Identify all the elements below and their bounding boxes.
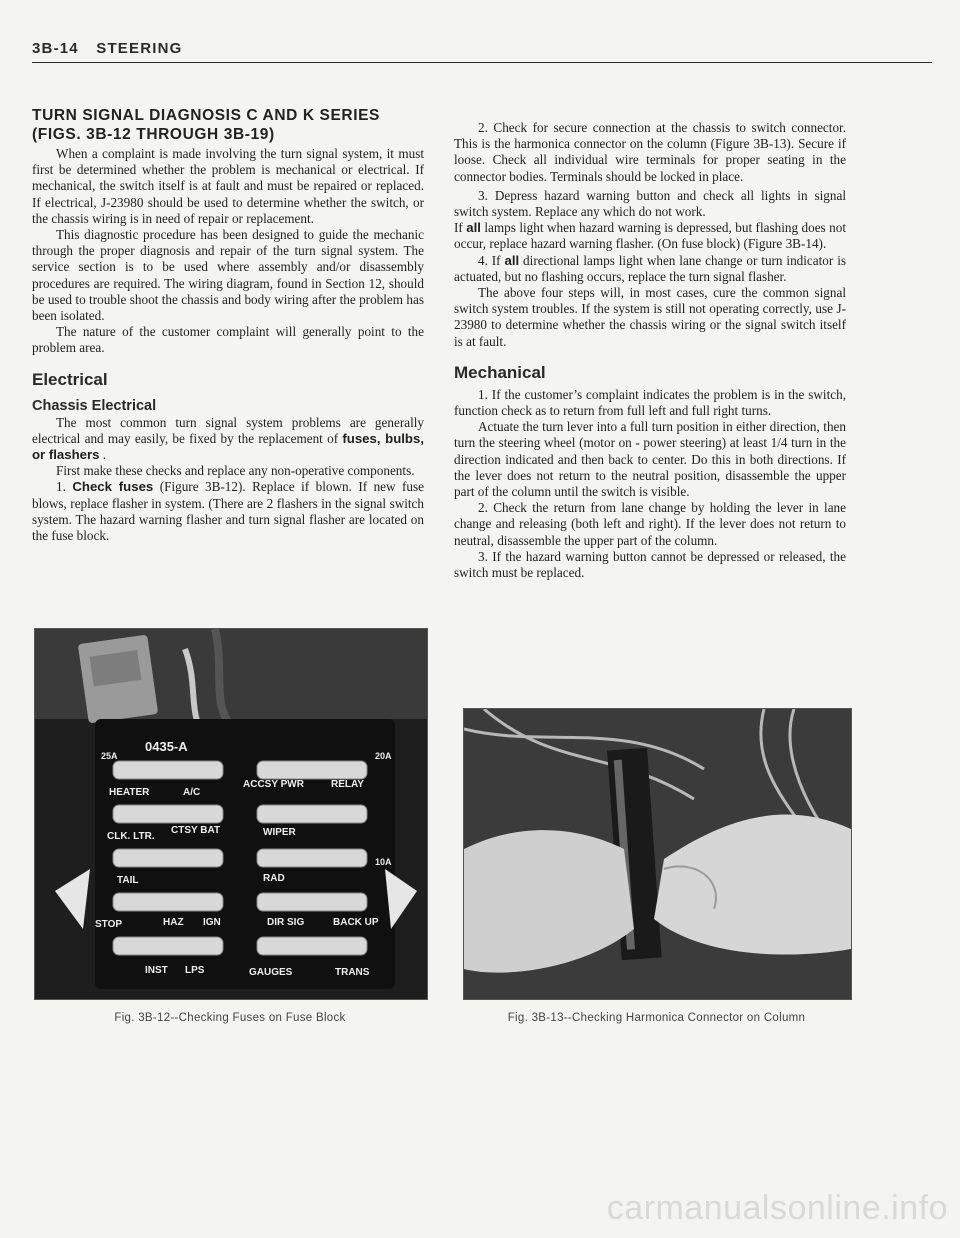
- label-amp: 25A: [101, 751, 118, 761]
- paragraph: First make these checks and replace any non-operative components.: [56, 463, 415, 479]
- label-ac: A/C: [183, 787, 201, 798]
- emphasis: all: [466, 220, 481, 236]
- paragraph: Actuate the turn lever into a full turn position in either direction, then turn the steering wheel (motor on - power steering) at least 1/4 turn in the direction indicated and then back to center. Do this in both directions. If the lever does not return to the neutral position, disassemble the upper part of the column until the switch is visible.: [454, 419, 846, 500]
- fuse: [257, 849, 367, 867]
- paragraph: 2. Check the return from lane change by holding the lever in lane change and releasing (both left and right). If the lever does not return to neutral, disassemble the upper part of the column.: [454, 500, 846, 548]
- label-wiper: WIPER: [263, 827, 296, 838]
- emphasis: fuses, bulbs, or flashers: [32, 430, 424, 463]
- label-dir-sig: DIR SIG: [267, 917, 305, 928]
- text-run: The most common turn signal system problems are generally electrical and may easily, be fixed by the replacement of: [32, 414, 424, 446]
- label-ign: IGN: [203, 917, 221, 928]
- paragraph: 3. If the hazard warning button cannot be depressed or released, the switch must be replaced.: [454, 548, 846, 581]
- flasher-code-label: 0435-A: [145, 739, 188, 754]
- label-heater: HEATER: [109, 787, 150, 798]
- paragraph: [32, 415, 424, 464]
- heading-electrical: Electrical: [32, 369, 108, 389]
- text-run: (Figure 3B-12). Replace if blown. If new fuse blows, replace flasher in system. (There are 2 flashers in the signal switch system. The hazard warning flasher and turn signal flasher are located on the fuse block.: [32, 479, 425, 544]
- label-rad: RAD: [263, 873, 285, 884]
- fuse: [257, 761, 367, 779]
- label-ctsy-bat: CTSY BAT: [171, 825, 221, 836]
- label-amp: 20A: [375, 751, 392, 761]
- paragraph: [454, 253, 846, 285]
- fuse: [257, 937, 367, 955]
- right-column: [454, 120, 846, 581]
- label-lps: LPS: [185, 965, 205, 976]
- harmonica-connector-illustration: [464, 709, 851, 999]
- fuse-block-illustration: [35, 629, 427, 999]
- paragraph: 1. If the customer’s complaint indicates the problem is in the switch, function check as to return from full left and full right turns.: [454, 386, 846, 419]
- label-tail: TAIL: [117, 875, 139, 886]
- heading-mechanical: Mechanical: [454, 362, 546, 382]
- label-clk-ltr: CLK. LTR.: [107, 831, 155, 842]
- paragraph: 2. Check for secure connection at the chassis to switch connector. This is the harmonica connector on the column (Figure 3B-13). Secure if loose. Check all individual wire terminals for proper seating in the connector bodies. Terminals should be locked in place.: [454, 120, 846, 184]
- paragraph: [454, 220, 846, 252]
- heading-chassis-electrical: Chassis Electrical: [32, 397, 157, 414]
- fuse: [257, 805, 367, 823]
- text-run: If: [454, 220, 467, 236]
- label-haz: HAZ: [163, 917, 184, 928]
- harmonica-connector-photo: [463, 708, 852, 1000]
- fuse-block-photo: [34, 628, 428, 1000]
- running-header: [32, 40, 932, 63]
- fuse: [113, 849, 223, 867]
- figure-caption: Fig. 3B-12--Checking Fuses on Fuse Block: [114, 1012, 346, 1024]
- label-stop: STOP: [95, 919, 123, 930]
- fuse: [113, 805, 223, 823]
- label-relay: RELAY: [331, 779, 364, 790]
- paragraph: When a complaint is made involving the turn signal system, it must first be determined whether the problem is mechanical or electrical. If mechanical, the switch itself is at fault and must be repaired or replaced. If electrical, J-23980 should be used to determine whether the switch, or the chassis wiring is in need of repair or replacement.: [32, 146, 424, 226]
- paragraph: [32, 479, 424, 544]
- figure-caption: Fig. 3B-13--Checking Harmonica Connector on Column: [507, 1012, 806, 1024]
- emphasis: Check fuses: [72, 479, 154, 495]
- fuse: [113, 893, 223, 911]
- section-title-line2: (FIGS. 3B-12 THROUGH 3B-19): [32, 126, 275, 143]
- fuse: [257, 893, 367, 911]
- label-trans: TRANS: [335, 967, 370, 978]
- paragraph: 3. Depress hazard warning button and check all lights in signal switch system. Replace any which do not work.: [454, 187, 846, 220]
- emphasis: all: [504, 252, 520, 268]
- fuse: [113, 761, 223, 779]
- label-amp: 10A: [375, 857, 392, 867]
- label-accsy-pwr: ACCSY PWR: [243, 779, 304, 790]
- paragraph: This diagnostic procedure has been designed to guide the mechanic through the proper diagnosis and repair of the turn signal system. The service section is to be used where assembly and/or disassembly procedures are required. The wiring diagram, found in Section 12, should be used to trouble shoot the chassis and body wiring after the problem has been isolated.: [32, 227, 424, 324]
- text-run: lamps light when hazard warning is depressed, but flashing does not occur, replace hazard warning flasher. (On fuse block) (Figure 3B-14).: [454, 220, 846, 252]
- paragraph: The nature of the customer complaint will generally point to the problem area.: [32, 324, 424, 356]
- step-number: 4. If: [478, 252, 505, 268]
- label-back-up: BACK UP: [333, 917, 379, 928]
- paragraph: The above four steps will, in most cases, cure the common signal switch system troubles. If the system is still not operating correctly, use J-23980 to determine whether the chassis wiring or the signal switch itself is at fault.: [454, 285, 846, 349]
- fuse: [113, 937, 223, 955]
- text-run: .: [99, 447, 107, 463]
- section-name: STEERING: [96, 40, 183, 57]
- label-gauges: GAUGES: [249, 967, 293, 978]
- text-run: directional lamps light when lane change or turn indicator is actuated, but no flashing occurs, replace the turn signal flasher.: [454, 252, 846, 284]
- label-inst: INST: [145, 965, 168, 976]
- section-title-line1: TURN SIGNAL DIAGNOSIS C AND K SERIES: [32, 107, 380, 124]
- step-number: 1.: [56, 479, 73, 495]
- watermark: carmanualsonline.info: [606, 1189, 948, 1227]
- left-column: [32, 106, 424, 544]
- page-number: 3B-14: [32, 40, 79, 57]
- section-title: [32, 106, 424, 144]
